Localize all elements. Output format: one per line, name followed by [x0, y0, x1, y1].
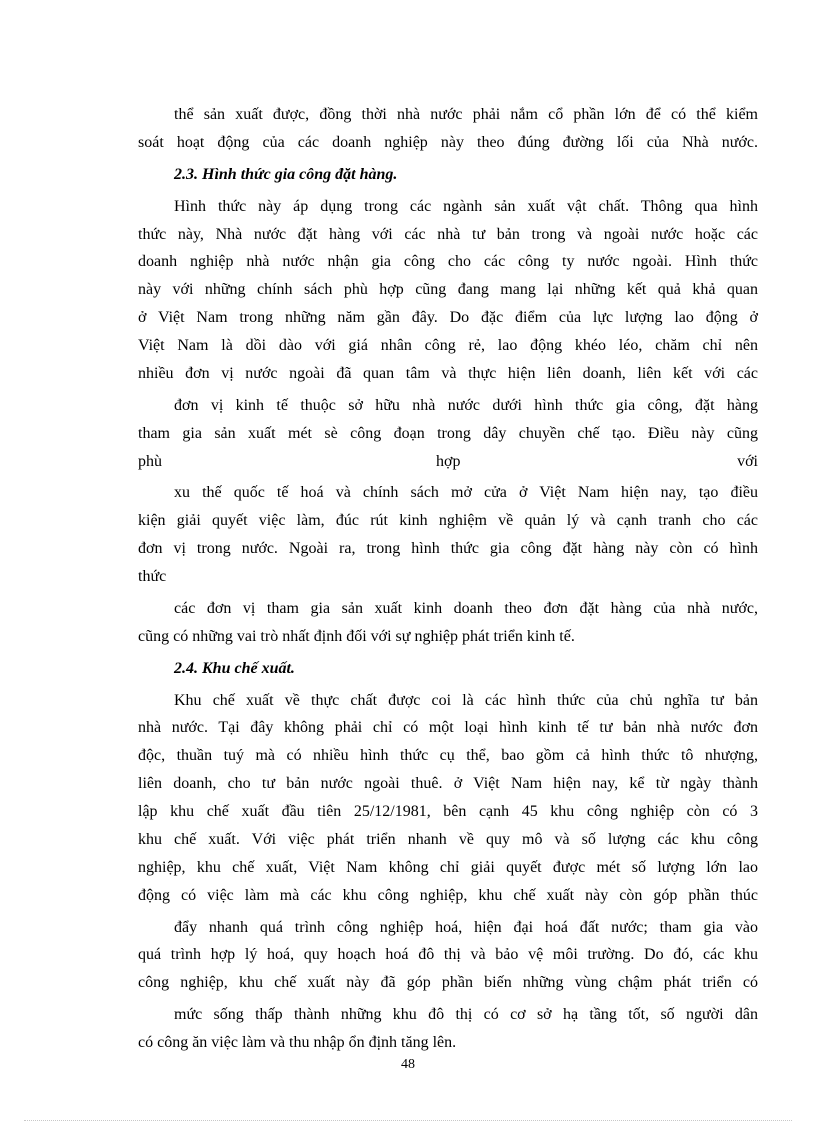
word: với [737, 453, 758, 470]
text-line: mức sống thấp thành những khu đô thị có cơ sở hạ tầng tốt, số người dân [174, 1006, 758, 1023]
text-line: này với những chính sách phù hợp cũng đang mang lại những kết quả khả quan [138, 281, 758, 298]
text-line: cũng có những vai trò nhất định đối với sự nghiệp phát triển kinh tế. [138, 628, 575, 645]
text-line: quá trình hợp lý hoá, quy hoạch hoá đô thị và bảo vệ môi trường. Do đó, các khu [138, 946, 758, 963]
text-line: lập khu chế xuất đầu tiên 25/12/1981, bên cạnh 45 khu công nghiệp còn có 3 [138, 803, 758, 820]
text-line: tham gia sản xuất mét sè công đoạn trong dây chuyền chế tạo. Điều này cũng [138, 425, 758, 442]
text-line: liên doanh, cho tư bản nước ngoài thuê. ở Việt Nam hiện nay, kể từ ngày thành [138, 775, 758, 792]
text-line: Hình thức này áp dụng trong các ngành sản xuất vật chất. Thông qua hình [174, 198, 758, 215]
text-line: độc, thuần tuý mà có nhiều hình thức cụ thể, bao gồm cả hình thức tô nhượng, [138, 747, 758, 764]
text-line: soát hoạt động của các doanh nghiệp này theo đúng đường lối của Nhà nước. [138, 134, 758, 151]
text-line: thức [138, 568, 167, 585]
text-line: nhiều đơn vị nước ngoài đã quan tâm và thực hiện liên doanh, liên kết với các [138, 365, 758, 382]
word: phù [138, 453, 162, 470]
text-line: thể sản xuất được, đồng thời nhà nước phải nắm cổ phần lớn để có thể kiểm [174, 106, 758, 123]
text-line: kiện giải quyết việc làm, đúc rút kinh nghiệm về quản lý và cạnh tranh cho các [138, 512, 758, 529]
text-line: có công ăn việc làm và thu nhập ổn định tăng lên. [138, 1034, 457, 1051]
text-line: khu chế xuất. Với việc phát triển nhanh về quy mô và số lượng các khu công [138, 831, 758, 848]
text-line: các đơn vị tham gia sản xuất kinh doanh theo đơn đặt hàng của nhà nước, [174, 600, 758, 617]
text-line: nghiệp, khu chế xuất, Việt Nam không chỉ giải quyết được mét số lượng lớn lao [138, 859, 758, 876]
word: hợp [436, 453, 461, 470]
text-line: thức này, Nhà nước đặt hàng với các nhà tư bản trong và ngoài nước hoặc các [138, 226, 758, 243]
text-line: doanh nghiệp nhà nước nhận gia công cho các công ty nước ngoài. Hình thức [138, 253, 758, 270]
text-line: công nghiệp, khu chế xuất này đã góp phần biến những vùng chậm phát triển có [138, 974, 758, 991]
section-heading-2-4: 2.4. Khu chế xuất. [174, 660, 295, 677]
text-line: nhà nước. Tại đây không phải chỉ có một loại hình kinh tế tư bản nhà nước đơn [138, 719, 758, 736]
text-line: đẩy nhanh quá trình công nghiệp hoá, hiện đại hoá đất nước; tham gia vào [174, 919, 758, 936]
text-line: Việt Nam là dồi dào với giá nhân công rẻ, lao động khéo léo, chăm chỉ nên [138, 337, 758, 354]
text-line: xu thế quốc tế hoá và chính sách mở cửa ở Việt Nam hiện nay, tạo điều [174, 484, 758, 501]
text-line: ở Việt Nam trong những năm gần đây. Do đặc điểm của lực lượng lao động ở [138, 309, 758, 326]
text-line: động có việc làm mà các khu công nghiệp, khu chế xuất này còn góp phần thúc [138, 887, 758, 904]
text-line: đơn vị trong nước. Ngoài ra, trong hình thức gia công đặt hàng này còn có hình [138, 540, 758, 557]
section-heading-2-3: 2.3. Hình thức gia công đặt hàng. [174, 166, 398, 183]
text-line: Khu chế xuất về thực chất được coi là các hình thức của chủ nghĩa tư bản [174, 692, 758, 709]
page-number: 48 [401, 1057, 415, 1072]
text-line: đơn vị kinh tế thuộc sở hữu nhà nước dưới hình thức gia công, đặt hàng [174, 397, 758, 414]
page-bottom-border [24, 1120, 792, 1121]
